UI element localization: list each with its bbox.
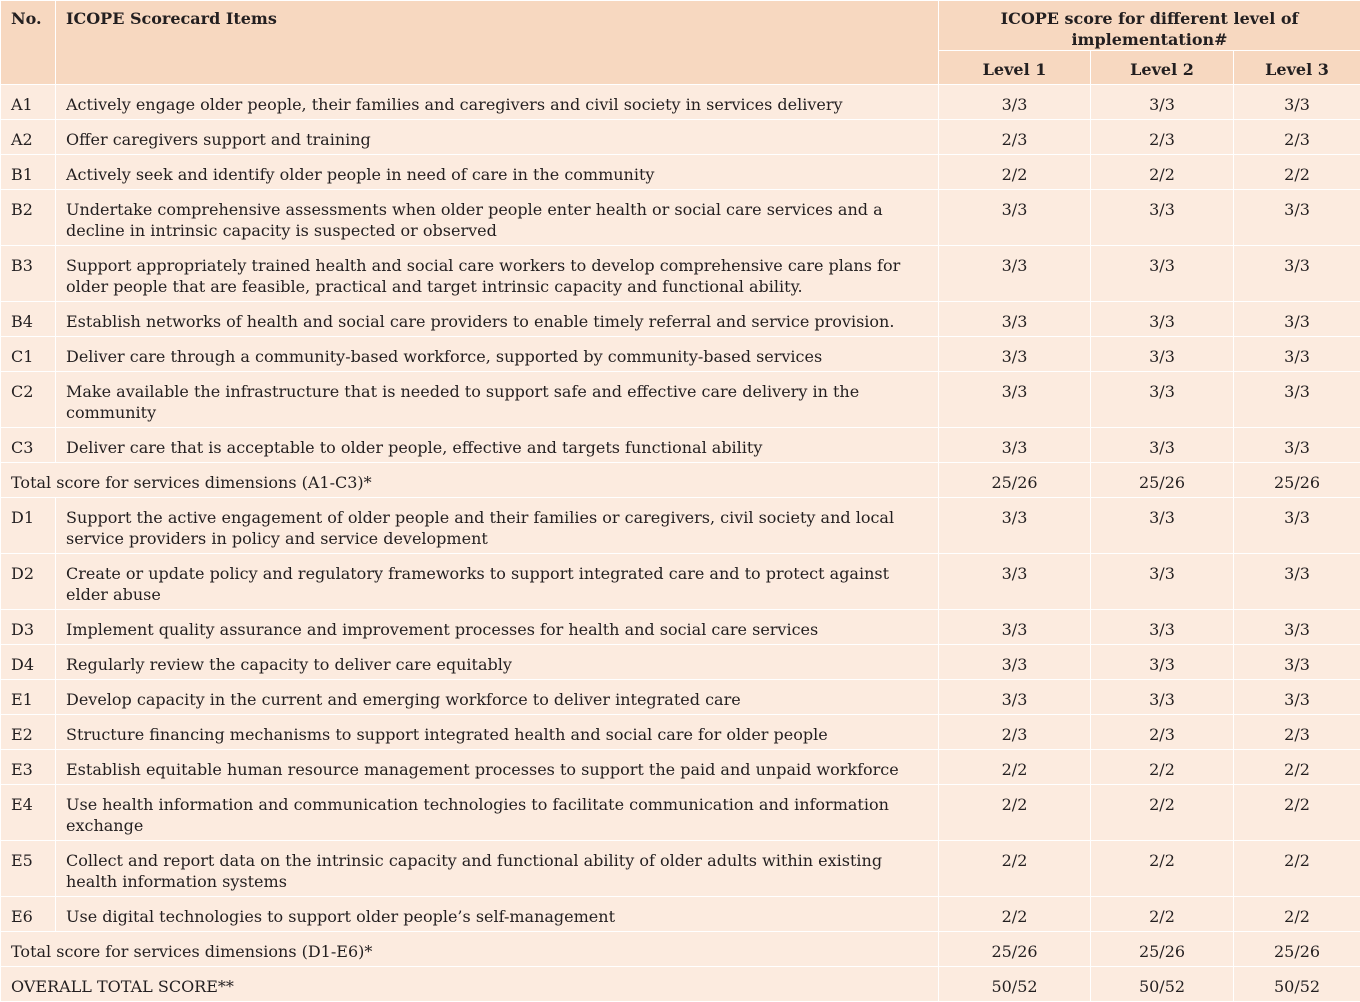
row-no: E4 [1,785,56,841]
row-level-3: 3/3 [1234,428,1360,463]
subtotal-row-a1-c3 [1,463,1360,498]
table-row [1,750,1360,785]
table-row [1,246,1360,302]
table-row [1,428,1360,463]
row-level-2: 3/3 [1091,85,1234,120]
row-item: Offer caregivers support and training [56,120,939,155]
overall-level-3: 50/52 [1234,967,1360,1002]
header-level-2: Level 2 [1091,51,1234,85]
row-level-1: 3/3 [939,302,1091,337]
table-row [1,120,1360,155]
row-level-1: 3/3 [939,190,1091,246]
row-level-2: 3/3 [1091,498,1234,554]
table-row [1,785,1360,841]
row-item: Support appropriately trained health and social care workers to develop comprehensive care plans for older people that are feasible, practical and target intrinsic capacity and functional ability. [56,246,939,302]
row-level-2: 3/3 [1091,337,1234,372]
header-items: ICOPE Scorecard Items [56,1,939,85]
total-level-2: 25/26 [1091,463,1234,498]
row-level-1: 3/3 [939,246,1091,302]
row-level-2: 3/3 [1091,302,1234,337]
row-item: Establish networks of health and social care providers to enable timely referral and service provision. [56,302,939,337]
table-row [1,645,1360,680]
header-score-group: ICOPE score for different level of implementation# [939,1,1360,51]
row-level-1: 3/3 [939,85,1091,120]
table-row [1,897,1360,932]
row-level-1: 3/3 [939,337,1091,372]
row-item: Develop capacity in the current and emerging workforce to deliver integrated care [56,680,939,715]
row-item: Deliver care that is acceptable to older people, effective and targets functional ability [56,428,939,463]
total-level-3: 25/26 [1234,463,1360,498]
row-level-2: 2/2 [1091,841,1234,897]
row-no: D1 [1,498,56,554]
table-row [1,715,1360,750]
row-level-3: 2/2 [1234,750,1360,785]
row-level-3: 2/2 [1234,155,1360,190]
total-label: Total score for services dimensions (A1-C3)* [1,463,939,498]
row-level-1: 3/3 [939,428,1091,463]
row-no: B4 [1,302,56,337]
row-no: C3 [1,428,56,463]
row-level-3: 3/3 [1234,246,1360,302]
row-level-3: 3/3 [1234,610,1360,645]
row-item: Deliver care through a community-based workforce, supported by community-based services [56,337,939,372]
row-level-1: 3/3 [939,554,1091,610]
table-row [1,372,1360,428]
overall-level-1: 50/52 [939,967,1091,1002]
total-label: Total score for services dimensions (D1-E6)* [1,932,939,967]
row-level-3: 3/3 [1234,337,1360,372]
row-item: Support the active engagement of older people and their families or caregivers, civil society and local service providers in policy and service development [56,498,939,554]
row-level-3: 2/3 [1234,120,1360,155]
row-item: Regularly review the capacity to deliver care equitably [56,645,939,680]
table-row [1,610,1360,645]
row-level-2: 3/3 [1091,680,1234,715]
row-level-2: 2/2 [1091,155,1234,190]
row-level-1: 2/2 [939,897,1091,932]
row-no: C2 [1,372,56,428]
table-row [1,85,1360,120]
row-level-3: 2/2 [1234,785,1360,841]
overall-level-2: 50/52 [1091,967,1234,1002]
table-body [1,85,1360,1002]
row-level-1: 3/3 [939,498,1091,554]
row-level-3: 3/3 [1234,680,1360,715]
overall-total-label: OVERALL TOTAL SCORE** [1,967,939,1002]
total-level-1: 25/26 [939,932,1091,967]
table-row [1,554,1360,610]
row-no: E2 [1,715,56,750]
row-level-1: 3/3 [939,372,1091,428]
table-row [1,190,1360,246]
row-no: E5 [1,841,56,897]
row-level-2: 3/3 [1091,246,1234,302]
row-no: E3 [1,750,56,785]
row-no: B1 [1,155,56,190]
total-level-2: 25/26 [1091,932,1234,967]
row-item: Structure financing mechanisms to support integrated health and social care for older people [56,715,939,750]
row-no: A1 [1,85,56,120]
row-level-1: 2/3 [939,120,1091,155]
row-no: E6 [1,897,56,932]
row-no: A2 [1,120,56,155]
header-no: No. [1,1,56,85]
row-item: Actively seek and identify older people in need of care in the community [56,155,939,190]
row-no: B3 [1,246,56,302]
row-level-3: 2/2 [1234,897,1360,932]
row-level-3: 3/3 [1234,85,1360,120]
table-row [1,498,1360,554]
row-no: E1 [1,680,56,715]
table-header [1,1,1360,85]
header-level-1: Level 1 [939,51,1091,85]
row-level-2: 2/3 [1091,120,1234,155]
row-level-1: 2/2 [939,750,1091,785]
row-level-3: 3/3 [1234,498,1360,554]
row-level-2: 2/3 [1091,715,1234,750]
row-level-1: 2/3 [939,715,1091,750]
row-item: Implement quality assurance and improvement processes for health and social care services [56,610,939,645]
row-level-2: 2/2 [1091,785,1234,841]
row-level-2: 2/2 [1091,750,1234,785]
row-level-1: 2/2 [939,155,1091,190]
row-level-1: 3/3 [939,680,1091,715]
row-level-3: 2/3 [1234,715,1360,750]
row-level-3: 3/3 [1234,302,1360,337]
row-item: Create or update policy and regulatory frameworks to support integrated care and to protect against elder abuse [56,554,939,610]
row-item: Actively engage older people, their families and caregivers and civil society in services delivery [56,85,939,120]
table-row [1,155,1360,190]
row-item: Collect and report data on the intrinsic capacity and functional ability of older adults within existing health information systems [56,841,939,897]
row-level-2: 2/2 [1091,897,1234,932]
row-level-1: 2/2 [939,841,1091,897]
table-row [1,841,1360,897]
row-level-3: 2/2 [1234,841,1360,897]
row-level-3: 3/3 [1234,554,1360,610]
row-level-2: 3/3 [1091,554,1234,610]
row-level-3: 3/3 [1234,372,1360,428]
row-no: D2 [1,554,56,610]
header-level-3: Level 3 [1234,51,1360,85]
row-level-3: 3/3 [1234,645,1360,680]
table-row [1,337,1360,372]
overall-total-row [1,967,1360,1002]
row-item: Establish equitable human resource management processes to support the paid and unpaid workforce [56,750,939,785]
row-level-1: 3/3 [939,610,1091,645]
row-level-2: 3/3 [1091,372,1234,428]
table-row [1,680,1360,715]
row-level-2: 3/3 [1091,610,1234,645]
row-level-1: 3/3 [939,645,1091,680]
row-item: Make available the infrastructure that is needed to support safe and effective care delivery in the community [56,372,939,428]
row-item: Use health information and communication technologies to facilitate communication and information exchange [56,785,939,841]
subtotal-row-d1-e6 [1,932,1360,967]
row-level-2: 3/3 [1091,428,1234,463]
row-no: D4 [1,645,56,680]
row-level-1: 2/2 [939,785,1091,841]
row-item: Use digital technologies to support older people’s self-management [56,897,939,932]
table-row [1,302,1360,337]
row-level-2: 3/3 [1091,190,1234,246]
total-level-3: 25/26 [1234,932,1360,967]
total-level-1: 25/26 [939,463,1091,498]
row-item: Undertake comprehensive assessments when older people enter health or social care services and a decline in intrinsic capacity is suspected or observed [56,190,939,246]
row-no: C1 [1,337,56,372]
row-no: B2 [1,190,56,246]
row-level-3: 3/3 [1234,190,1360,246]
row-level-2: 3/3 [1091,645,1234,680]
row-no: D3 [1,610,56,645]
